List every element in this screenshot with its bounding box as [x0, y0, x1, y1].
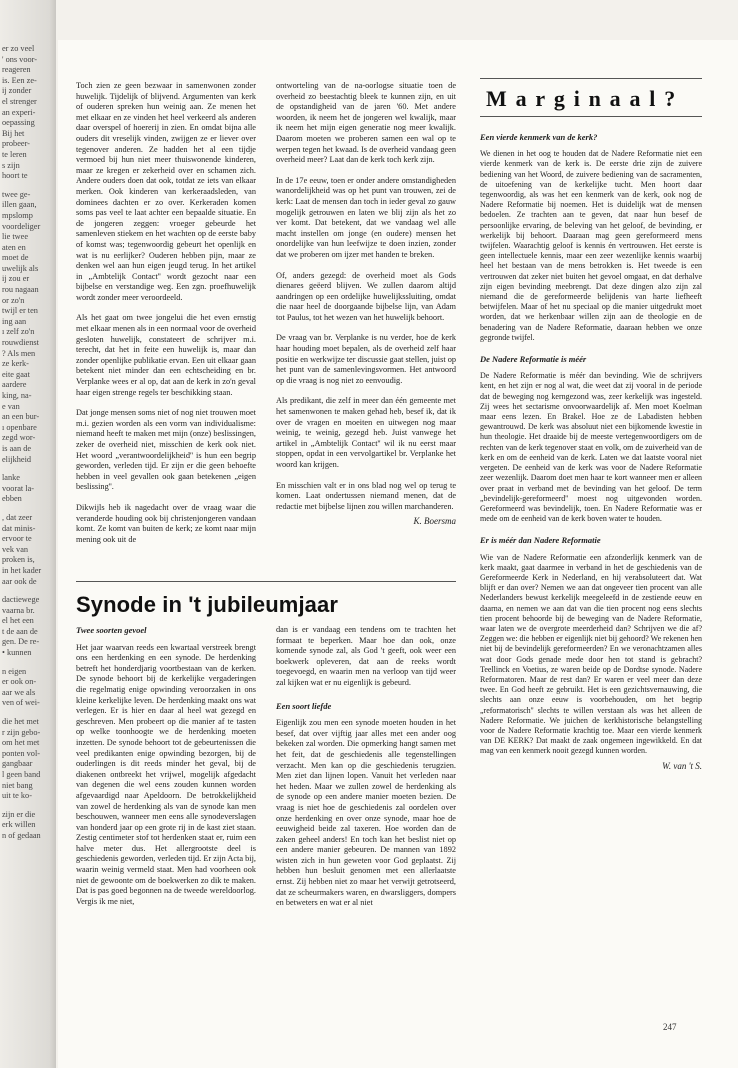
paragraph: Het jaar waarvan reeds een kwartaal verstreek brengt ons een herdenking en een synode. De herdenking betreft het honderdjarig voortbestaan van de kerken. De synode behoort bij de kerkelijke vergaderingen die regelmatig enige opwinding veroorzaken in ons kleine kerkelijke leven. De herdenking maakt ons wat verlegen. Er is hier en daar al heel wat gezegd en geschreven. Men probeert op die manier af te tasten op welke toonhoogte we de herdenking moeten inzetten. De synode behoort tot de gebeurtenissen die veel predikanten enige opwinding bezorgen, bij de ouderlingen is dit reeds minder het geval, bij de diakenen ontbreekt het vrijwel, mogelijk afgedacht van degenen die wel eens zouden kunnen worden afgevaardigd naar Apeldoorn. De betrokkelijkheid van zowel de herdenking als van de synode kan men beschouwen, wanneer men eens alle synodeverslagen van honderd jaar op een grote rij in de kast ziet staan. Zestig centimeter stof tot herdenken staat er, ruim een halve meter dus. Het allergrootste deel is geschiedenis geworden, verleden tijd. Er zijn Acta bij, waarin weinig vermeld staat. Men had voorheen ook niet de gewoonte om de boekwerken zo dik te maken. Dat is pas goed begonnen na de tweede wereldoorlog. Vergis ik me niet,	[76, 642, 256, 906]
prev-fragment: lanke voorat la- ebben	[2, 473, 35, 504]
synode-column-1	[76, 625, 256, 907]
cohabitation-column-2	[276, 81, 456, 527]
prev-fragment: , dat zeer dat minis- ervoor te vek van proken is, in het kader aar ook de	[2, 512, 42, 586]
paragraph: ontworteling van de na-oorlogse situatie toen de overheid zo beestachtig bleek te kunnen zijn, en uit de opstandigheid van de jaren '60. Met andere woorden, ik neem het de jongeren wel kwalijk, maar ik neem het mijn eigen generatie nog meer kwalijk. Daarom moeten we proberen samen een wal op te werpen tegen het kwaad. Is de overheid vandaag geen overheid meer? Laat dan de kerk toch kerk zijn.	[276, 81, 456, 165]
prev-fragment: die het met r zijn gebo- om het met ponten vol- gangbaar l geen band niet bang uit te ko-	[2, 717, 41, 801]
cohabitation-column-1	[76, 81, 256, 545]
prev-fragment: er zo veel ' ons voor- reageren is. Een ze- ij zonder el strenger an experi- oepassing Bij het probeer- te leren s zijn hoort te	[2, 44, 37, 181]
author-signature: W. van 't S.	[662, 760, 702, 771]
paragraph: Dikwijls heb ik nagedacht over de vraag waar die veranderde houding ook bij christenjongeren vandaan komt. Ze komt van buiten de kerk; ze komt naar mijn mening ook uit de	[76, 502, 256, 544]
synode-title: Synode in 't jubileumjaar	[76, 592, 338, 617]
paragraph: Wie van de Nadere Reformatie een afzonderlijk kenmerk van de kerk maakt, gaat daarmee in verband in het de geschiedenis van de Gereformeerde Kerk in Nederland, en hij verabsoluteert dat. Wat blijft er dan over? Nemen we aan dat ongeveer tien procent van alle Nederlanders bewust kerkelijk meegeleefd in de zestiende eeuw en daarna, en nemen we aan dat van die tien procent nog eens slechts tien procent behoorde bij de beweging van de Nadere Reformatie, waar laten we de overgrote meerderheid dan? Schrijven we die af? Zeggen we: die hebben er eigenlijk niet bij gehoord? We rekenen hen niet bij de bevindelijk gereformeerden? En we veronachtzamen alles wat door Gods genade mede door hen tot stand is gebracht? Teellinck en Voetius, ze waren beide op de Dordtse synode. Nadere Reformatoren. Maar de rest dan? Er waren er veel meer dan deze twee. En God heeft ze gebruikt. Het is een gezichtsvernauwing, die slechts aan onze eeuw is voorbehouden, om het begrip „reformatorisch'' slechts te willen verstaan als was het alleen de Nadere Reformatie. We juichen de kerkhistorische belangstelling voor de Nadere Reformatie krachtig toe. Maar een vierde kenmerk van DE KERK? Dat maakt de zaak ongemeen ingewikkeld. En dat mag van een kenmerk nooit gezegd kunnen worden.	[480, 552, 703, 756]
paragraph: Als predikant, die zelf in meer dan één gemeente met het samenwonen te maken gehad heb, besef ik, dat ik over de vragen en moeiten en uitwegen nog maar weinig, te weinig, gezegd heb. Juist vanwege het artikel in „Ambtelijk Contact'' wil ik nu eerst maar stoppen, opdat in een vervolgartikel br. Verplanke het woord kan krijgen.	[276, 396, 456, 469]
previous-page-column	[2, 44, 54, 842]
marginaal-title: Marginaal?	[486, 86, 684, 111]
section-heading: Een soort liefde	[276, 700, 332, 711]
section-heading: Een vierde kenmerk van de kerk?	[480, 132, 598, 142]
divider-rule	[480, 78, 702, 79]
synode-column-2	[276, 625, 456, 909]
page-number: 247	[663, 1022, 677, 1032]
paragraph: En misschien valt er in ons blad nog wel op terug te komen. Laat ondertussen niemand menen, dat de redactie met bijbelse lijnen zou willen marchanderen.	[276, 480, 456, 511]
section-heading: Er is méér dan Nadere Reformatie	[480, 535, 601, 546]
prev-fragment: zijn er die erk willen n of gedaan	[2, 809, 41, 840]
paragraph: Eigenlijk zou men een synode moeten houden in het besef, dat over vijftig jaar alles met een ander oog bekeken zal worden. Die opmerking hangt samen met het feit, dat de geschiedenis alle tegenstellingen verzacht. Men kan op die geschiedenis terugzien. Men ziet dan lijnen lopen. Vanuit het verleden naar het heden. Maar we zullen zowel de herdenking als de synode op een andere manier moeten bezien. De vraag is niet hoe de geschiedenis zal oordelen over onze herdenking en over onze synode, maar hoe de eeuwigheid beide zal taxeren. Hoe worden dan de zaken geheel anders! En toch kan het beslist niet op een andere manier gebeuren. De mannen van 1892 wisten zich in hun geweten voor God geplaatst. Zij hebben hun besluit genomen met een allerlaatste ernst. Zij hebben niet zo maar het verwijt getrotseerd, dat ze scheurmakers waren, en dwarsliggers, dompers en betweters en wat er al niet	[276, 718, 456, 908]
previous-page-edge	[0, 0, 56, 1068]
prev-fragment: dactiewege vaarna br. el het een t de aan de gen. De re- • kunnen	[2, 595, 40, 658]
paragraph: In de 17e eeuw, toen er onder andere omstandigheden wanordelijkheid was op het punt van trouwen, zei de kerk: Laat de mensen dan toch in ieder geval zo gauw mogelijk getrouwen en laten we blij zijn als het zo ver komt. Dat betekent, dat we vandaag wel alle macht instellen om jonge (en oudere) mensen het onordelijke van hun leefwijze te doen inzien, zonder dat we proberen om ijzer met handen te breken.	[276, 175, 456, 259]
paragraph: Dat jonge mensen soms niet of nog niet trouwen moet m.i. gezien worden als een vorm van individualisme: niemand heeft te maken met mijn (onze) beslissingen, zeker de overheid niet, misschien de kerk ook niet. Het woord „verantwoordelijkheid'' is hun een begrip geworden, verleden tijd. Er zijn er die geen behoefte hebben in veel gevallen ook gaan betekenen „eigen beslissing''.	[76, 408, 256, 492]
prev-fragment: n eigen er ook on- aar we als ven of wei-	[2, 666, 40, 708]
divider-rule	[76, 581, 456, 582]
paragraph: dan is er vandaag een tendens om te trachten het formaat te beperken. Maar hoe dan ook, onze komende synode zal, als God 't geeft, ook weer een boekwerk opleveren, dat aan de reeks wordt toegevoegd, en waarin men na verloop van tijd weer zal kijken wat er nu eigenlijk is gebeurd.	[276, 625, 456, 687]
paragraph: Of, anders gezegd: de overheid moet als Gods dienares geëerd blijven. We zullen daarom altijd aandringen op een ordelijke huwelijkssluiting, omdat die naar heel de doorgaande bijbelse lijn, van Adam tot Paulus, tot het wezen van het huwelijk behoort.	[276, 270, 456, 322]
divider-rule	[480, 116, 702, 117]
marginaal-column	[480, 132, 702, 771]
section-heading: De Nadere Reformatie is méér	[480, 354, 587, 365]
paragraph: Toch zien ze geen bezwaar in samenwonen zonder huwelijk. Tijdelijk of blijvend. Argumenten van kerk of ouderen spreken hun weinig aan. Ze menen het met elkaar en ze vinden het heel verkeerd als anderen daar overspel of hoererij in zien. En omdat bijna alle ouders dit vreselijk vinden, zwijgen ze er liever over tegenover anderen. Ze hadden het al een tijdje vermoed bij hun niet meer thuiswonende kinderen, maar ze kregen er zekerheid over en schamen zich. Andere ouders doen dat ook, totdat ze iets van elkaar merken. Ook kinderen van kerkeraadsleden, van dominees dachten er zo over. Kerkeraden komen soms pas veel te laat achter een bepaalde situatie. En de jongeren zeggen: vroeger gebeurde het samenleven stiekem en het wachten op de eerste baby of komst was; tegenwoordig gebeurt het openlijk en wat is nu eerlijker? Ouderen hebben pijn, maar ze denken wel aan hun eigen jeugd terug. In het artikel in „Ambtelijk Contact'' wordt gezocht naar een bijbelse en verstandige weg. Een zgn. proefhuwelijk wordt zonder meer veroordeeld.	[76, 81, 256, 302]
prev-fragment: twee ge- illen gaan, mpslomp voordeliger lie twee aten en moet de uwelijk als ij zou er rou nagaan or zo'n twijl er ten ing aan ı zelf zo'n rouwdienst ? Als men ze kerk- eite gaat aardere king, na- e van an een bur- ı openbare zegd wor- is aan de elijkheid	[2, 189, 41, 464]
author-signature: K. Boersma	[413, 516, 456, 527]
paragraph: Als het gaat om twee jongelui die het even ernstig met elkaar menen als in een normaal voor de overheid gesloten huwelijk, constateert de schrijver m.i. terecht, dat het in feite een huwelijk is, maar dan zonder openlijke publikatie ervan. Een uit elkaar gaan betekent niet minder dan een echtscheiding en br. Verplanke wees er al op, dat aan de kerk in zo'n geval haar eigen strenge regels ter beschikking staan.	[76, 313, 256, 397]
paragraph: De vraag van br. Verplanke is nu verder, hoe de kerk haar houding moet bepalen, als de overheid zelf haar positie en werkwijze ter discussie gaat stellen, juist op het punt van de samenlevingsvormen. Het antwoord op die vraag is nog niet zo eenvoudig.	[276, 333, 456, 385]
section-heading: Twee soorten gevoel	[76, 625, 147, 635]
page	[58, 40, 738, 1068]
paragraph: We dienen in het oog te houden dat de Nadere Reformatie niet een vierde kenmerk van de kerk is. De eerste drie zijn de zuivere bediening van het Woord, de zuivere bediening van de sacramenten, de uitoefening van de kerkelijke tucht. Men hoort daar tegenwoordig, als was het een kenmerk van de kerk, ook nog de Nadere Reformatie bij noemen. Het is duidelijk wat de mensen bedoelen. Ze trachten aan te geven, dat naar hun besef de persoonlijke ervaring, de beleving van het geloof, de bevinding, er werkelijk bij behoort. Daaraan mag geen gereformeerd mens twijfelen. Waarachtig geloof is kennis én vertrouwen. Het eerste is geen intellectuele kennis, maar een zeer wezenlijke kennis waarbij heel het bestaan van de mens betrokken is. Het tweede is een vertrouwen dat zeker niet buiten het gevoel omgaat, en dat derhalve zijn eigen bevinding meebrengt. Dat deze dingen alzo zijn zal niemand die de gereformeerde belijdenis van harte liefheeft betwijfelen. Maar of het nu speciaal op die manier uitgedrukt moet worden, dat we herkenbaar willen zijn aan de theologie en de benadering van de Nadere Reformatie, daaraan hebben we onze gegronde twijfel.	[480, 149, 702, 342]
paragraph: De Nadere Reformatie is méér dan bevinding. Wie de schrijvers kent, en het zijn er nog al wat, die weet dat zij vooral in de periode dat de beweging nog kerngezond was, zeer kerkelijk was ingesteld. Zij wees het sectarisme onvoorwaardelijk af. Men moet Koelman maar eens lezen. En Brakel. Hoe ze de Labadisten hebben gewantrouwd. De kerk was absoluut niet een bijkomende kwestie in hun theologie. Het draaide bij de meeste vertegenwoordigers om de rechten van de kerk tegenover staat en volk, om de zuiverheid van de kerk en om de eenheid van de kerk. Laten we dat laatste vooral niet vergeten. De eenheid van de kerk was voor de Nadere Reformatie zeer wezenlijk. Daarom doet men haar te kort wanneer men er alleen over praat in verband met de bevinding van het geloof. De term „bevindelijk-gereformeerd'' moest nog uitgevonden worden. Gereformeerd was bevindelijk, toen. En Nadere Reformatie was er mede om de eenheid van de kerk boven water te houden.	[480, 371, 702, 524]
